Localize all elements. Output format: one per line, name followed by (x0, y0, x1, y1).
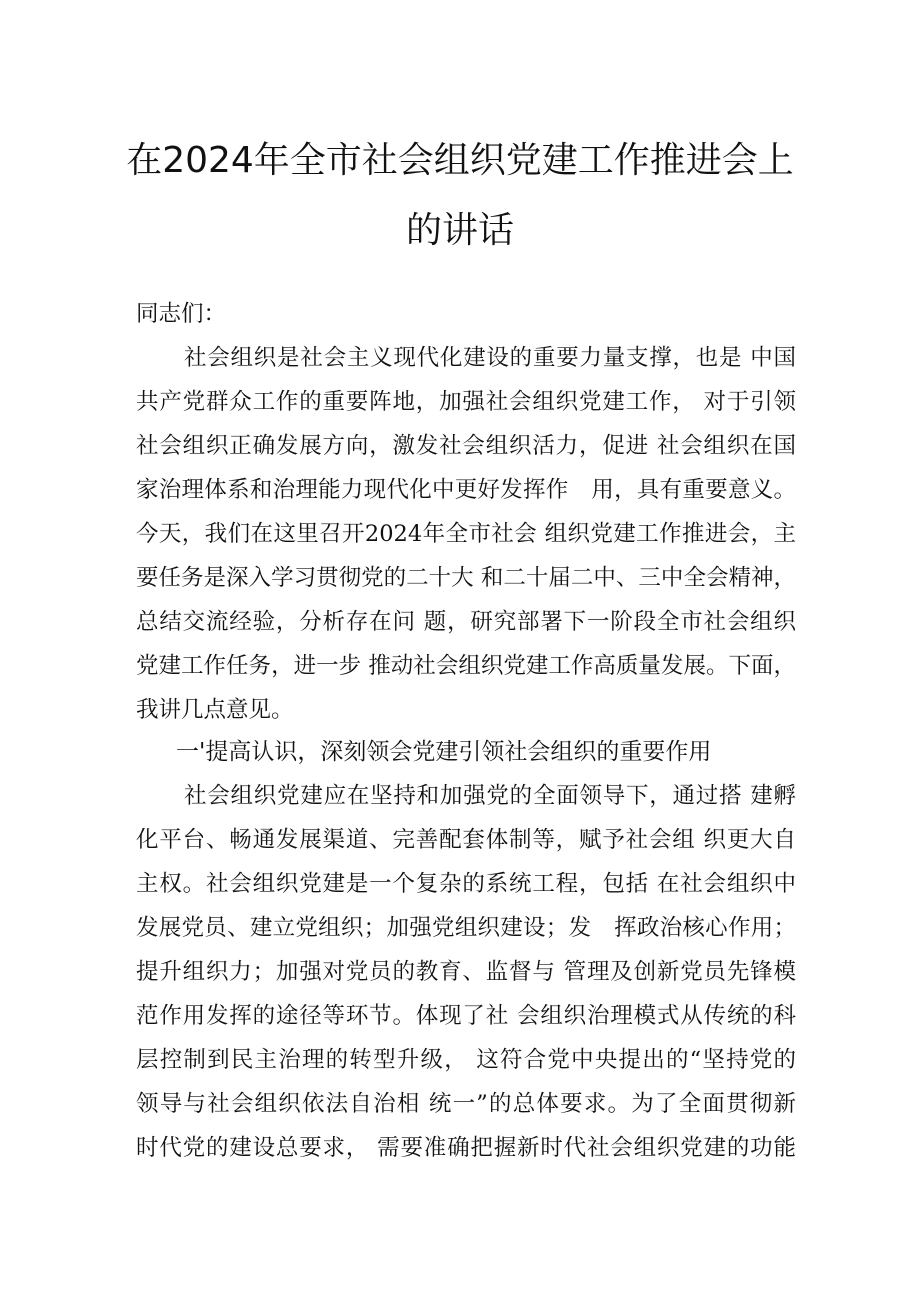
paragraph-2-line: 主权。社会组织党建是一个复杂的系统工程，包括 在社会组织中 (136, 871, 796, 897)
document-title-line-2: 的讲话 (405, 210, 514, 251)
paragraph-2-line: 化平台、畅通发展渠道、完善配套体制等，赋予社会组 织更大自 (136, 827, 796, 853)
paragraph-2-line: 社会组织党建应在坚持和加强党的全面领导下，通过搭 建孵 (184, 783, 796, 809)
paragraph-1-line: 党建工作任务，进一步 推动社会组织党建工作高质量发展。下面， (136, 653, 796, 679)
section-heading-1: 一'提高认识，深刻领会党建引领社会组织的重要作用 (176, 739, 712, 765)
paragraph-2-line: 领导与社会组织依法自治相 统一”的总体要求。为了全面贯彻新 (136, 1091, 796, 1117)
paragraph-2-line: 时代党的建设总要求， 需要准确把握新时代社会组织党建的功能 (136, 1135, 796, 1161)
paragraph-2-line: 层控制到民主治理的转型升级， 这符合党中央提出的“坚持党的 (136, 1047, 796, 1073)
paragraph-1-line: 要任务是深入学习贯彻党的二十大 和二十届二中、三中全会精神， (136, 565, 796, 591)
salutation: 同志们： (136, 301, 227, 327)
paragraph-2-line: 发展党员、建立党组织；加强党组织建设；发 挥政治核心作用； (136, 915, 796, 941)
document-title-line-1: 在2024年全市社会组织党建工作推进会上 (126, 140, 794, 181)
paragraph-1-line: 家治理体系和治理能力现代化中更好发挥作 用，具有重要意义。 (136, 477, 796, 503)
paragraph-2-line: 提升组织力；加强对党员的教育、监督与 管理及创新党员先锋模 (136, 959, 796, 985)
paragraph-1-line: 我讲几点意见。 (136, 697, 294, 723)
paragraph-2-line: 范作用发挥的途径等环节。体现了社 会组织治理模式从传统的科 (136, 1003, 796, 1029)
paragraph-1-line: 总结交流经验，分析存在问 题，研究部署下一阶段全市社会组织 (136, 609, 796, 635)
paragraph-1-line: 今天，我们在这里召开2024年全市社会 组织党建工作推进会，主 (136, 521, 796, 547)
paragraph-1-line: 社会组织是社会主义现代化建设的重要力量支撑，也是 中国 (184, 345, 796, 371)
paragraph-1-line: 社会组织正确发展方向，激发社会组织活力，促进 社会组织在国 (136, 433, 796, 459)
paragraph-1-line: 共产党群众工作的重要阵地，加强社会组织党建工作， 对于引领 (136, 389, 796, 415)
